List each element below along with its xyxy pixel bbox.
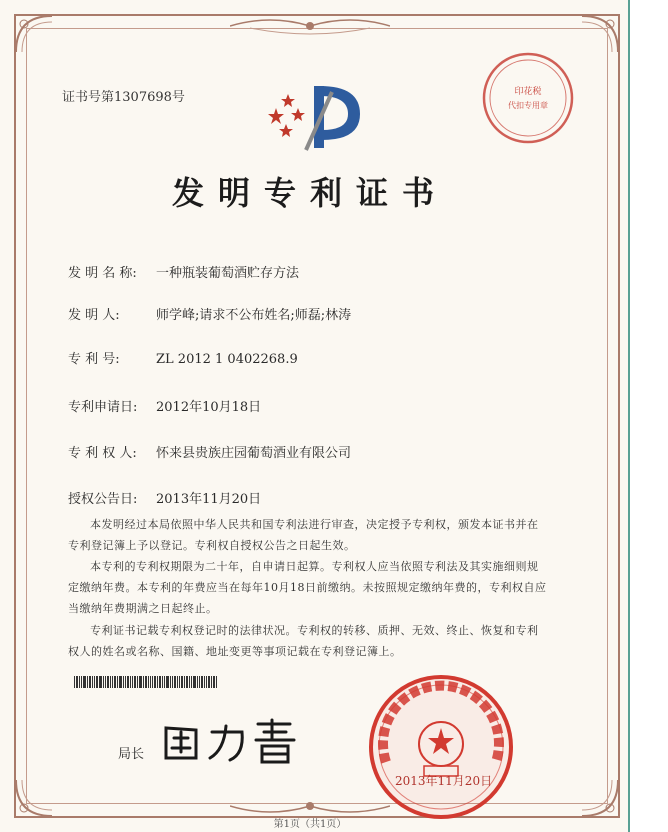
barcode-bar — [186, 676, 188, 688]
paragraph-term: 本专利的专利权期限为二十年，自申请日起算。专利权人应当依照专利法及其实施细则规定缴纳年费。本专利的年费应当在每年10月18日前缴纳。未按照规定缴纳年费的，专利权自应当缴纳年费期满之日起终止。 — [68, 560, 547, 615]
barcode-bar — [159, 676, 161, 688]
corner-ornament-bottom-left — [12, 776, 56, 820]
field-patent-number — [68, 348, 298, 367]
field-application-date — [68, 396, 261, 415]
barcode-bar — [110, 676, 111, 688]
corner-ornament-top-right — [578, 12, 622, 56]
top-ornament — [230, 14, 390, 38]
barcode-bar — [143, 676, 144, 688]
barcode-bar — [206, 676, 207, 688]
field-label: 专利申请日: — [68, 400, 138, 415]
barcode-bar — [125, 676, 126, 688]
svg-text:代扣专用章: 代扣专用章 — [508, 101, 548, 110]
barcode-bar — [123, 676, 124, 688]
barcode-bar — [92, 676, 93, 688]
barcode-bar — [81, 676, 82, 688]
barcode-bar — [216, 676, 217, 688]
barcode-bar — [189, 676, 190, 688]
barcode-bar — [179, 676, 180, 688]
barcode-bar — [172, 676, 173, 688]
barcode — [74, 676, 240, 688]
barcode-bar — [177, 676, 178, 688]
barcode-bar — [87, 676, 88, 688]
barcode-bar — [170, 676, 171, 688]
field-value: 怀来县贵族庄园葡萄酒业有限公司 — [156, 446, 352, 461]
barcode-bar — [117, 676, 118, 688]
barcode-bar — [132, 676, 133, 688]
barcode-bar — [184, 676, 185, 688]
barcode-bar — [139, 676, 142, 688]
barcode-bar — [166, 676, 169, 688]
barcode-bar — [94, 676, 95, 688]
barcode-bar — [197, 676, 198, 688]
field-value: 2013年11月20日 — [156, 492, 262, 507]
barcode-bar — [191, 676, 192, 688]
barcode-bar — [130, 676, 131, 688]
field-value: 一种瓶装葡萄酒贮存方法 — [156, 266, 300, 281]
barcode-bar — [105, 676, 106, 688]
scan-edge — [628, 0, 668, 832]
paragraph-legal-status: 专利证书记载专利权登记时的法律状况。专利权的转移、质押、无效、终止、恢复和专利权人的姓名或名称、国籍、地址变更等事项记载在专利登记簿上。 — [68, 624, 539, 658]
director-label: 局长 — [118, 747, 145, 762]
field-inventors — [68, 304, 351, 323]
barcode-bar — [127, 676, 129, 688]
barcode-bar — [199, 676, 200, 688]
svg-text:印花税: 印花税 — [514, 87, 542, 97]
field-value: ZL 2012 1 0402268.9 — [156, 352, 298, 367]
barcode-bar — [103, 676, 104, 688]
barcode-bar — [162, 676, 163, 688]
field-grant-date — [68, 488, 261, 507]
field-label: 授权公告日: — [68, 492, 138, 507]
field-label: 专 利 权 人: — [68, 446, 137, 461]
barcode-bar — [134, 676, 136, 688]
field-label: 发 明 名 称: — [68, 266, 137, 281]
barcode-bar — [174, 676, 176, 688]
page-footer: 第1页（共1页） — [273, 819, 347, 830]
barcode-bar — [76, 676, 78, 688]
barcode-bar — [119, 676, 122, 688]
barcode-bar — [150, 676, 151, 688]
patent-office-logo-icon — [262, 78, 372, 158]
field-label: 专 利 号: — [68, 352, 120, 367]
barcode-bar — [114, 676, 116, 688]
barcode-bar — [201, 676, 203, 688]
official-seal — [366, 672, 516, 822]
director-signature — [160, 718, 310, 766]
certificate-number: 证书号第1307698号 — [62, 90, 185, 105]
barcode-bar — [107, 676, 109, 688]
barcode-bar — [213, 676, 215, 688]
barcode-bar — [89, 676, 91, 688]
field-patentee — [68, 442, 351, 461]
barcode-bar — [148, 676, 149, 688]
barcode-bar — [204, 676, 205, 688]
corner-ornament-top-left — [12, 12, 56, 56]
barcode-bar — [164, 676, 165, 688]
field-invention-name — [68, 262, 299, 281]
barcode-bar — [99, 676, 102, 688]
tax-stamp — [480, 50, 576, 146]
barcode-bar — [96, 676, 98, 688]
barcode-bar — [79, 676, 80, 688]
field-label: 发 明 人: — [68, 308, 120, 323]
barcode-bar — [181, 676, 183, 688]
barcode-bar — [137, 676, 138, 688]
field-value: 师学峰;请求不公布姓名;师磊;林涛 — [156, 308, 352, 323]
barcode-bar — [208, 676, 210, 688]
corner-ornament-bottom-right — [578, 776, 622, 820]
barcode-bar — [83, 676, 86, 688]
barcode-bar — [152, 676, 153, 688]
paragraph-examination: 本发明经过本局依照中华人民共和国专利法进行审查，决定授予专利权，颁发本证书并在专利登记簿上予以登记。专利权自授权公告之日起生效。 — [68, 518, 539, 552]
barcode-bar — [193, 676, 196, 688]
seal-date: 2013年11月20日 — [395, 774, 493, 788]
certificate-title: 发明专利证书 — [171, 174, 448, 212]
field-value: 2012年10月18日 — [156, 400, 262, 415]
scan-edge-line — [628, 0, 630, 832]
barcode-bar — [145, 676, 147, 688]
barcode-bar — [211, 676, 212, 688]
barcode-bar — [157, 676, 158, 688]
barcode-bar — [112, 676, 113, 688]
barcode-bar — [154, 676, 156, 688]
barcode-bar — [74, 676, 75, 688]
